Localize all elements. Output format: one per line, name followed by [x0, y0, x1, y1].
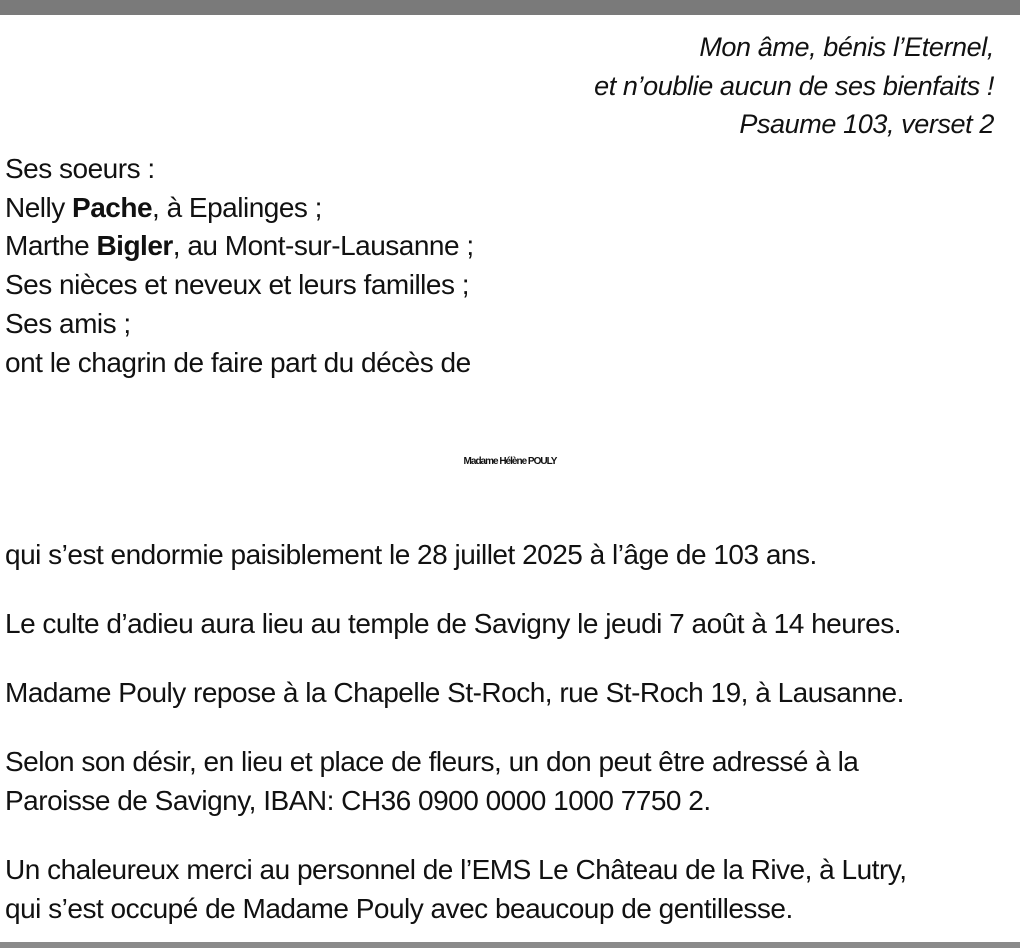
service-paragraph: [5, 604, 901, 643]
donation-line-1: Selon son désir, en lieu et place de fleurs, un don peut être adressé à la: [5, 746, 859, 777]
top-rule: [0, 0, 1020, 15]
donation-line-2: Paroisse de Savigny, IBAN: CH36 0900 0000 1000 7750 2.: [5, 785, 711, 816]
verse-reference: Psaume 103, verset 2: [739, 109, 994, 139]
nieces-nephews: Ses nièces et neveux et leurs familles ;: [5, 269, 470, 301]
verse-line-1: Mon âme, bénis l’Eternel,: [699, 32, 994, 62]
sister-2-first-name: Marthe: [5, 230, 97, 262]
family-list: [5, 150, 474, 382]
bottom-rule: [0, 942, 1020, 948]
donation-paragraph: [5, 742, 858, 820]
resting-text: Madame Pouly repose à la Chapelle St-Roch, rue St-Roch 19, à Lausanne.: [5, 677, 904, 708]
sister-1-place: , à Epalinges ;: [152, 191, 322, 223]
deceased-name: Madame Hélène POULY: [463, 456, 557, 467]
thanks-paragraph: [5, 850, 907, 928]
sisters-heading: Ses soeurs :: [5, 153, 155, 184]
sister-1-last-name: Pache: [72, 191, 153, 223]
thanks-line-2: qui s’est occupé de Madame Pouly avec beaucoup de gentillesse.: [5, 893, 793, 924]
sister-2-place: , au Mont-sur-Lausanne ;: [172, 230, 474, 262]
sister-2: [5, 227, 474, 266]
bible-verse: [594, 28, 994, 144]
sister-1: [5, 189, 474, 228]
thanks-line-1: Un chaleureux merci au personnel de l’EMS Le Château de la Rive, à Lutry,: [5, 854, 907, 885]
sister-2-last-name: Bigler: [96, 230, 173, 262]
passing-text: qui s’est endormie paisiblement le 28 juillet 2025 à l’âge de 103 ans.: [5, 539, 817, 570]
passing-paragraph: [5, 535, 817, 574]
sister-1-first-name: Nelly: [5, 191, 73, 223]
friends: Ses amis ;: [5, 307, 131, 339]
announcement-line: ont le chagrin de faire part du décès de: [5, 346, 471, 378]
service-text: Le culte d’adieu aura lieu au temple de Savigny le jeudi 7 août à 14 heures.: [5, 608, 901, 639]
verse-line-2: et n’oublie aucun de ses bienfaits !: [594, 70, 994, 101]
resting-paragraph: [5, 673, 904, 712]
